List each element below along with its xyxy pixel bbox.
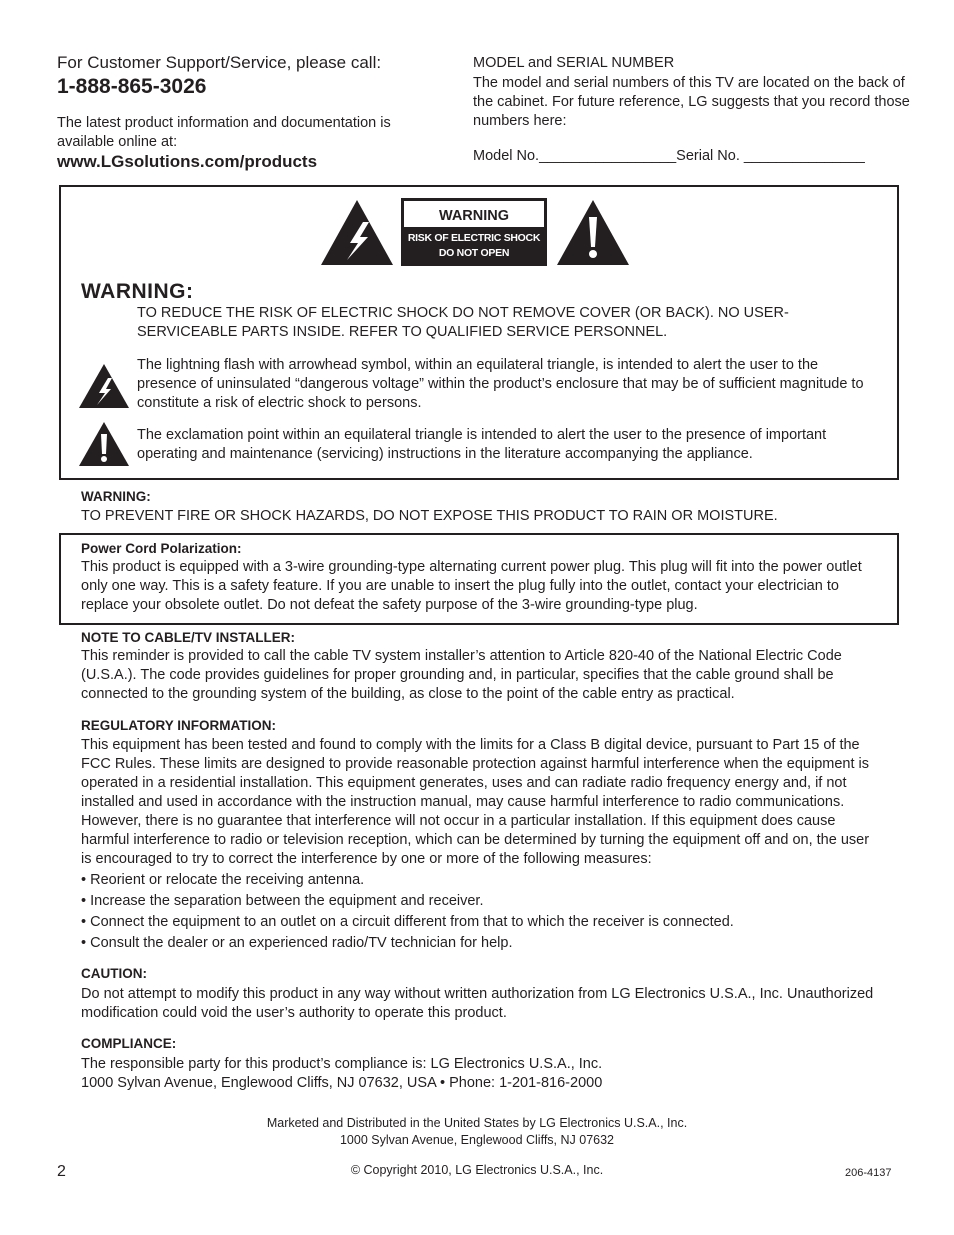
lightning-triangle-icon	[321, 200, 393, 265]
warning-label	[401, 198, 547, 266]
model-serial-title: MODEL and SERIAL NUMBER	[473, 55, 675, 71]
measures-list	[81, 870, 881, 954]
copyright: © Copyright 2010, LG Electronics U.S.A., Inc.	[350, 1163, 604, 1177]
warning-label-sub-1: RISK OF ELECTRIC SHOCK	[407, 232, 541, 244]
model-serial-text: The model and serial numbers of this TV are located on the back of the cabinet. For future reference, LG suggests that you record those numbers here:	[473, 75, 910, 129]
document-code: 206-4137	[845, 1167, 892, 1179]
warning2-heading: WARNING:	[81, 489, 151, 504]
marketed-line-1: Marketed and Distributed in the United States by LG Electronics U.S.A., Inc.	[266, 1116, 688, 1130]
support-url: www.LGsolutions.com/products	[57, 152, 318, 171]
marketed-by	[0, 1115, 954, 1149]
warning2-text: TO PREVENT FIRE OR SHOCK HAZARDS, DO NOT EXPOSE THIS PRODUCT TO RAIN OR MOISTURE.	[81, 508, 778, 524]
exclamation-triangle-icon	[78, 420, 130, 468]
exclamation-description: The exclamation point within an equilateral triangle is intended to alert the user to the presence of important operating and maintenance (servicing) instructions in the literature accompanying the appliance.	[137, 427, 827, 462]
page-number: 2	[57, 1163, 66, 1180]
marketed-line-2: 1000 Sylvan Avenue, Englewood Cliffs, NJ 07632	[339, 1133, 615, 1147]
list-item: • Increase the separation between the equipment and receiver.	[81, 893, 484, 909]
caution-text: Do not attempt to modify this product in any way without written authorization from LG Electronics U.S.A., Inc. Unauthorized modification could void the user’s authority to operate this product.	[81, 986, 874, 1021]
list-item: • Reorient or relocate the receiving antenna.	[81, 872, 365, 888]
compliance-heading: COMPLIANCE:	[81, 1036, 177, 1051]
support-title: For Customer Support/Service, please call:	[57, 53, 382, 72]
power-cord-text: This product is equipped with a 3-wire grounding-type alternating current power plug. This plug will fit into the power outlet only one way. This is a safety feature. If you are unable to insert the plug fully into the outlet, contact your electrician to replace your obsolete outlet. Do not defeat the safety purpose of the 3-wire grounding-type plug.	[81, 559, 862, 613]
online-text: The latest product information and documentation is available online at:	[57, 115, 391, 150]
power-cord-heading: Power Cord Polarization:	[81, 541, 242, 556]
warning-heading: WARNING:	[81, 280, 194, 303]
regulatory-heading: REGULATORY INFORMATION:	[81, 718, 276, 733]
warning-label-sub-2: DO NOT OPEN	[438, 247, 510, 259]
caution-heading: CAUTION:	[81, 966, 147, 981]
model-serial-fields: Model No._________________Serial No. _______________	[473, 148, 865, 164]
cable-note-heading: NOTE TO CABLE/TV INSTALLER:	[81, 630, 295, 645]
lightning-triangle-icon	[78, 362, 130, 410]
cable-note-text: This reminder is provided to call the cable TV system installer’s attention to Article 820-40 of the National Electric Code (U.S.A.). The code provides guidelines for proper grounding and, in particular, specifies that the cable ground shall be connected to the grounding system of the building, as close to the point of the cable entry as practical.	[81, 648, 842, 702]
compliance-line-2: 1000 Sylvan Avenue, Englewood Cliffs, NJ 07632, USA • Phone: 1-201-816-2000	[81, 1075, 603, 1091]
support-phone: 1-888-865-3026	[57, 75, 207, 98]
lightning-description: The lightning flash with arrowhead symbol, within an equilateral triangle, is intended to alert the user to the presence of uninsulated “dangerous voltage” within the product’s enclosure that may be of sufficient magnitude to constitute a risk of electric shock to persons.	[137, 357, 864, 411]
compliance-line-1: The responsible party for this product’s compliance is: LG Electronics U.S.A., Inc.	[81, 1056, 603, 1072]
list-item: • Consult the dealer or an experienced radio/TV technician for help.	[81, 935, 513, 951]
exclamation-triangle-icon	[557, 200, 629, 265]
warning-label-title: WARNING	[404, 201, 544, 227]
compliance-text	[81, 1055, 881, 1093]
warning-body: TO REDUCE THE RISK OF ELECTRIC SHOCK DO NOT REMOVE COVER (OR BACK). NO USER-SERVICEABLE PARTS INSIDE. REFER TO QUALIFIED SERVICE PERSONNEL.	[137, 305, 789, 340]
regulatory-text: This equipment has been tested and found to comply with the limits for a Class B digital device, pursuant to Part 15 of the FCC Rules. These limits are designed to provide reasonable protection against harmful interference when the equipment is operated in a residential installation. This equipment generates, uses and can radiate radio frequency energy and, if not installed and used in accordance with the instruction manual, may cause harmful interference to radio communications. However, there is no guarantee that interference will not occur in a particular installation. If this equipment does cause harmful interference to radio or television reception, which can be determined by turning the equipment off and on, the user is encouraged to try to correct the interference by one or more of the following measures:	[81, 737, 870, 867]
list-item: • Connect the equipment to an outlet on a circuit different from that to which the receiver is connected.	[81, 914, 734, 930]
